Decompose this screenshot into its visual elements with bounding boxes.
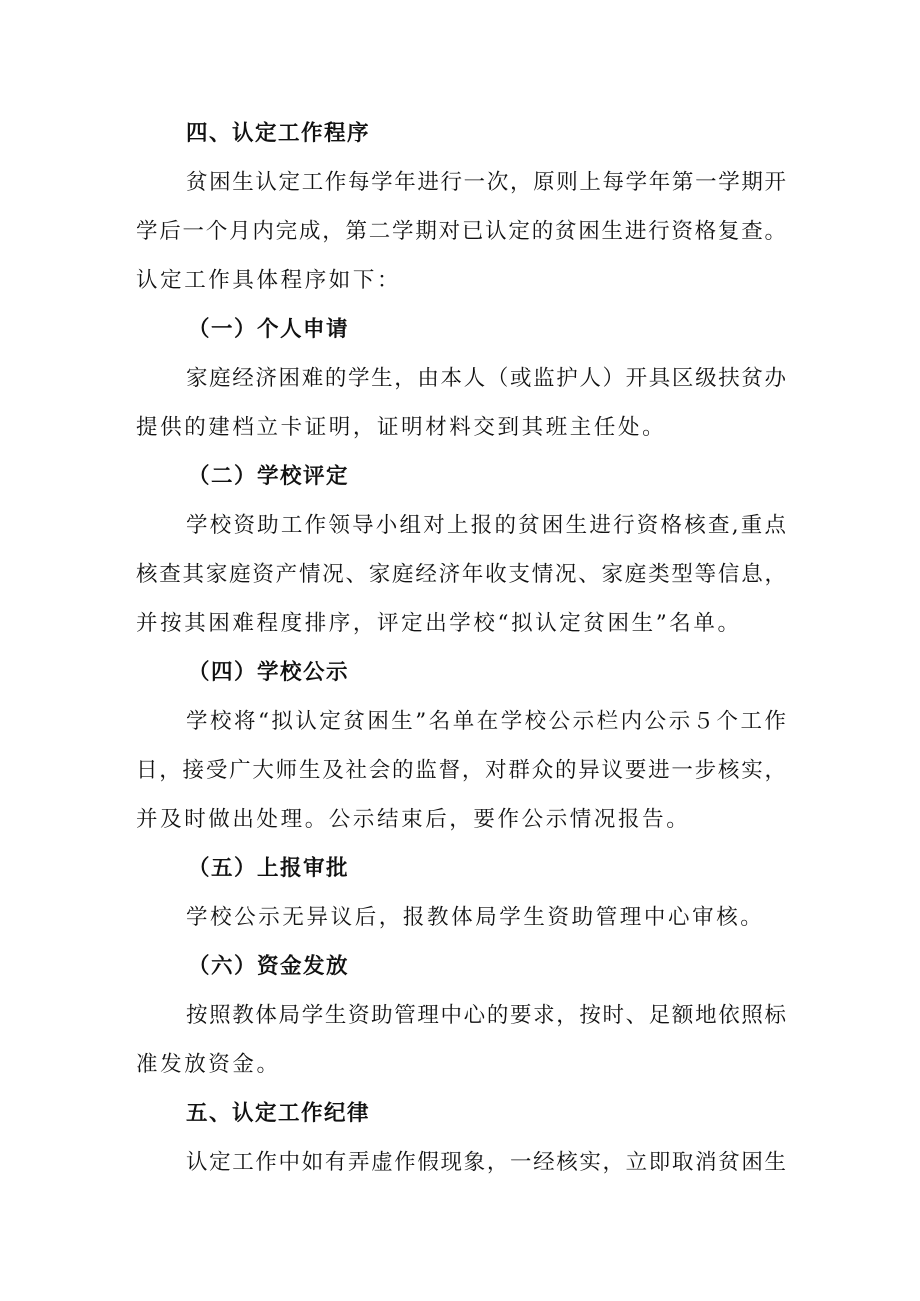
section-heading: 四、认定工作程序 — [186, 121, 371, 146]
subsection-heading: （二）学校评定 — [188, 464, 350, 489]
paragraph-line: 按照教体局学生资助管理中心的要求，按时、足额地依照标 — [186, 1003, 786, 1028]
paragraph-line: 准发放资金。 — [136, 1052, 281, 1077]
paragraph-line: 提供的建档立卡证明，证明材料交到其班主任处。 — [136, 415, 667, 440]
paragraph-line: 并按其困难程度排序，评定出学校“拟认定贫困生”名单。 — [136, 611, 742, 636]
paragraph-line: 日，接受广大师生及社会的监督，对群众的异议要进一步核实， — [136, 758, 786, 783]
subsection-heading: （一）个人申请 — [188, 317, 350, 342]
paragraph-line: 家庭经济困难的学生，由本人（或监护人）开具区级扶贫办 — [186, 366, 786, 391]
paragraph-line: 认定工作中如有弄虚作假现象，一经核实，立即取消贫困生 — [186, 1150, 786, 1175]
subsection-heading: （六）资金发放 — [188, 954, 350, 979]
paragraph-line: 核查其家庭资产情况、家庭经济年收支情况、家庭类型等信息， — [136, 562, 786, 587]
subsection-heading: （四）学校公示 — [188, 660, 350, 685]
section-heading: 五、认定工作纪律 — [186, 1101, 371, 1126]
paragraph-line: 学后一个月内完成，第二学期对已认定的贫困生进行资格复查。 — [136, 219, 786, 244]
paragraph-line: 认定工作具体程序如下： — [136, 268, 402, 293]
paragraph-line: 贫困生认定工作每学年进行一次，原则上每学年第一学期开 — [186, 170, 786, 195]
paragraph-line: 学校将“拟认定贫困生”名单在学校公示栏内公示５个工作 — [186, 709, 786, 734]
paragraph-line: 学校公示无异议后，报教体局学生资助管理中心审核。 — [186, 905, 765, 930]
paragraph-line: 并及时做出处理。公示结束后，要作公示情况报告。 — [136, 807, 691, 832]
paragraph-line: 学校资助工作领导小组对上报的贫困生进行资格核查,重点 — [186, 513, 786, 538]
subsection-heading: （五）上报审批 — [188, 856, 350, 881]
